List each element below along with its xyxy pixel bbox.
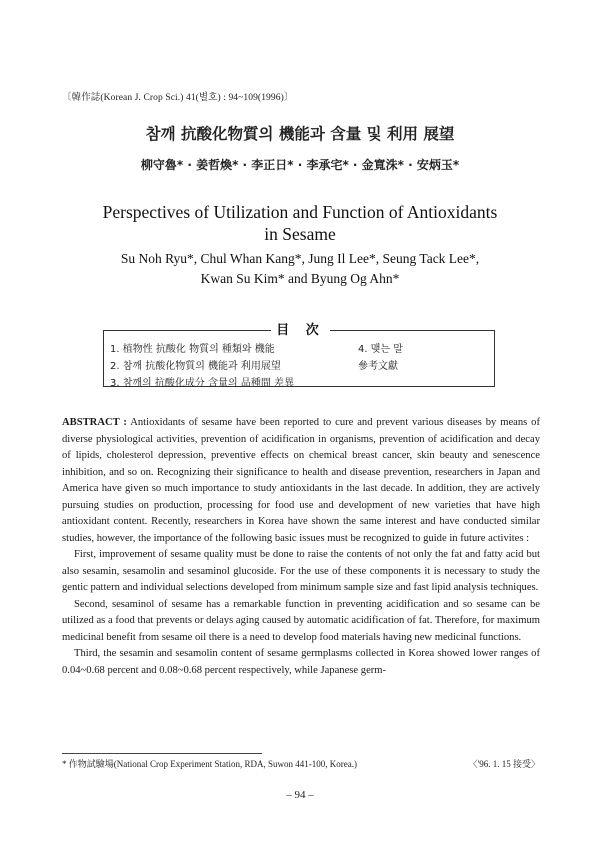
- toc-heading: 目 次: [276, 323, 325, 338]
- abstract-label: ABSTRACT :: [62, 417, 127, 428]
- page-number: – 94 –: [286, 789, 314, 801]
- received-date: 〈'96. 1. 15 接受〉: [468, 759, 540, 769]
- affiliation-footnote: * 作物試驗場(National Crop Experiment Station, RDA, Suwon 441-100, Korea.): [62, 759, 357, 769]
- abstract-paragraph-2: First, improvement of sesame quality must be done to raise the contents of not only the fat and fatty acid but also sesamin, sesamolin and sesaminol glucoside. For the use of these components it is necessary to study the gentic pattern and individual selections developed from minimum sample size and fast lipid analysis techniques.: [62, 549, 540, 593]
- english-title: [0, 201, 600, 245]
- toc-item: 2. 참깨 抗酸化物質의 機能과 利用展望: [110, 361, 281, 372]
- english-authors: [0, 249, 600, 289]
- toc-item: 3. 참깨의 抗酸化成分 含量의 品種間 差異: [110, 378, 295, 389]
- korean-authors: 柳守魯* · 姜哲煥* · 李正日* · 李承宅* · 金寬洙* · 安炳玉*: [140, 158, 460, 172]
- abstract: [62, 415, 540, 679]
- abstract-text-1: Antioxidants of sesame have been reported to cure and prevent various diseases by means of diverse physiological activities, prevention of acidification in organisms, prevention of acidification and decay of lipids, cholesterol depression, preventive effects on chemical breast cancer, skin beauty and senescence inhibition, and so on. Recognizing their significance to health and disease prevention, researchers in Japan and America have given so much importance to study antioxidants in the last decade. In addition, they are actively pursuing studies on production, processing for food use and development of new varieties that have high antioxidant content. Recently, researchers in Korea have shown the same interest and have conducted similar studies, however, the importance of the following basic issues must be recognized to guide in future activites :: [62, 417, 540, 544]
- korean-title: 참깨 抗酸化物質의 機能과 含量 및 利用 展望: [145, 125, 455, 143]
- toc-item: 1. 植物性 抗酸化 物質의 種類와 機能: [110, 344, 275, 355]
- abstract-paragraph-3: Second, sesaminol of sesame has a remarkable function in preventing acidification and so sesame can be utilized as a food that prevents or delays aging caused by automatic acidification of fat. Therefore, for maximum medicinal benefit from sesame oil there is a need to develop food materials having new medicinal functions.: [62, 598, 540, 643]
- abstract-paragraph-1: [62, 415, 540, 547]
- toc-item: 4. 맺는 말: [358, 344, 403, 355]
- english-authors-line-2: Kwan Su Kim* and Byung Og Ahn*: [200, 271, 400, 286]
- abstract-paragraph-4: Third, the sesamin and sesamolin content of sesame germplasms collected in Korea showed lower ranges of 0.04~0.68 percent and 0.08~0.68 percent respectively, while Japanese germ-: [62, 648, 540, 676]
- english-authors-line-1: Su Noh Ryu*, Chul Whan Kang*, Jung Il Lee*, Seung Tack Lee*,: [120, 251, 480, 266]
- toc-item: 參考文獻: [358, 361, 398, 372]
- english-title-line-2: in Sesame: [264, 224, 336, 244]
- journal-citation: 〔韓作誌(Korean J. Crop Sci.) 41(별호) : 94~109(1996)〕: [62, 93, 294, 103]
- footnote-rule: [62, 753, 262, 754]
- english-title-line-1: Perspectives of Utilization and Function of Antioxidants: [102, 202, 498, 222]
